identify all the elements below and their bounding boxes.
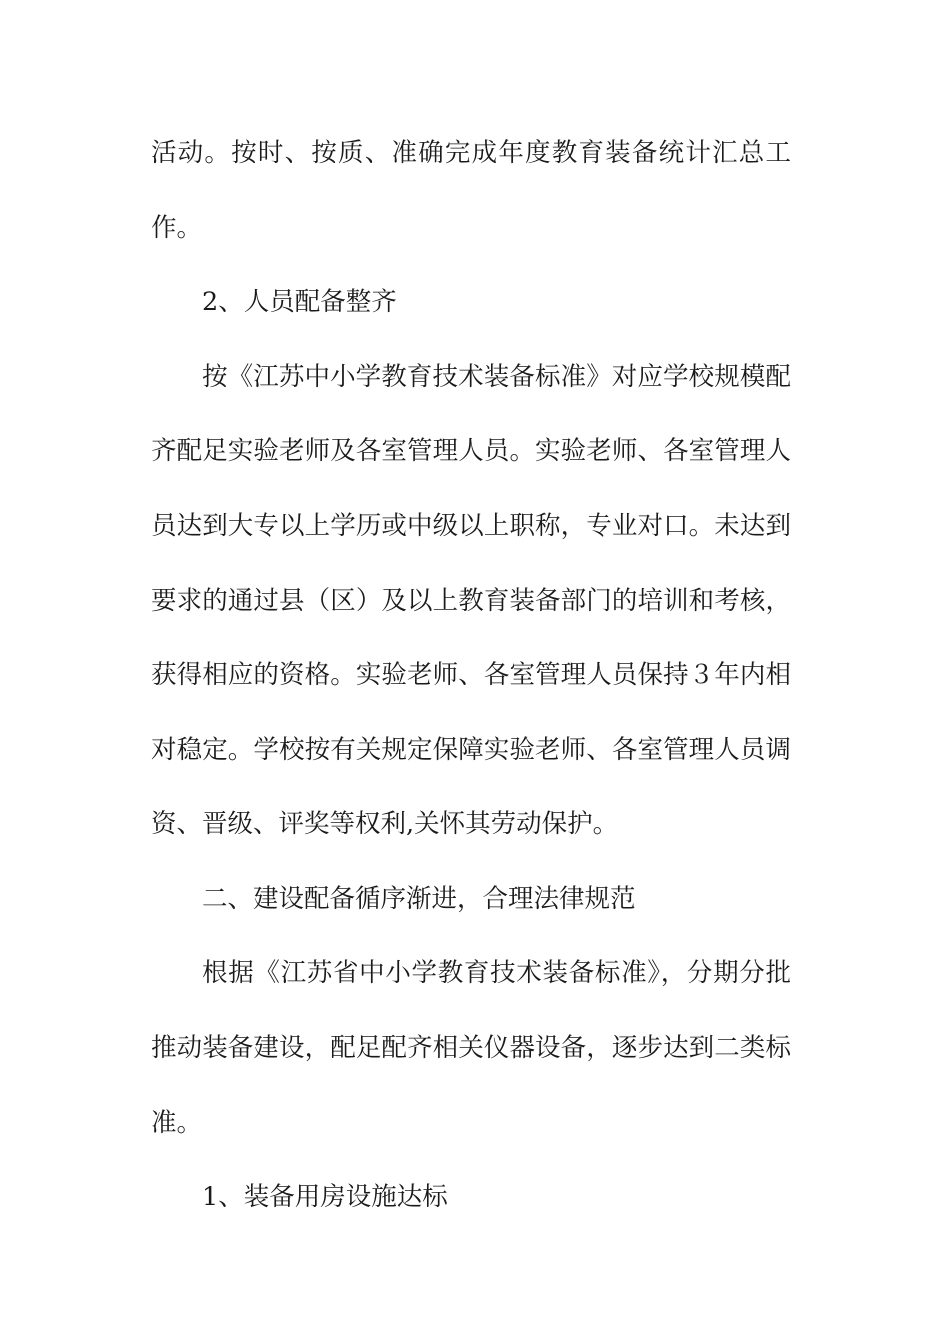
paragraph-line: 获得相应的资格。实验老师、各室管理人员保持３年内相 bbox=[151, 660, 791, 690]
paragraph-line: 推动装备建设，配足配齐相关仪器设备，逐步达到二类标 bbox=[151, 1033, 791, 1063]
paragraph-line: 按《江苏中小学教育技术装备标准》对应学校规模配 bbox=[202, 362, 791, 392]
section-heading: 2、人员配备整齐 bbox=[202, 287, 397, 317]
section-heading: 二、建设配备循序渐进，合理法律规范 bbox=[202, 884, 636, 914]
section-heading: 1、装备用房设施达标 bbox=[202, 1182, 448, 1212]
paragraph-line: 员达到大专以上学历或中级以上职称，专业对口。未达到 bbox=[151, 511, 791, 541]
paragraph-line: 作。 bbox=[151, 213, 203, 243]
paragraph-line: 要求的通过县（区）及以上教育装备部门的培训和考核， bbox=[151, 586, 791, 616]
paragraph-line: 资、晋级、评奖等权利,关怀其劳动保护。 bbox=[151, 809, 619, 839]
paragraph-line: 对稳定。学校按有关规定保障实验老师、各室管理人员调 bbox=[151, 735, 791, 765]
paragraph-line: 准。 bbox=[151, 1108, 203, 1138]
paragraph-line: 活动。按时、按质、准确完成年度教育装备统计汇总工 bbox=[151, 138, 791, 168]
paragraph-line: 齐配足实验老师及各室管理人员。实验老师、各室管理人 bbox=[151, 436, 791, 466]
paragraph-line: 根据《江苏省中小学教育技术装备标准》，分期分批 bbox=[202, 958, 791, 988]
